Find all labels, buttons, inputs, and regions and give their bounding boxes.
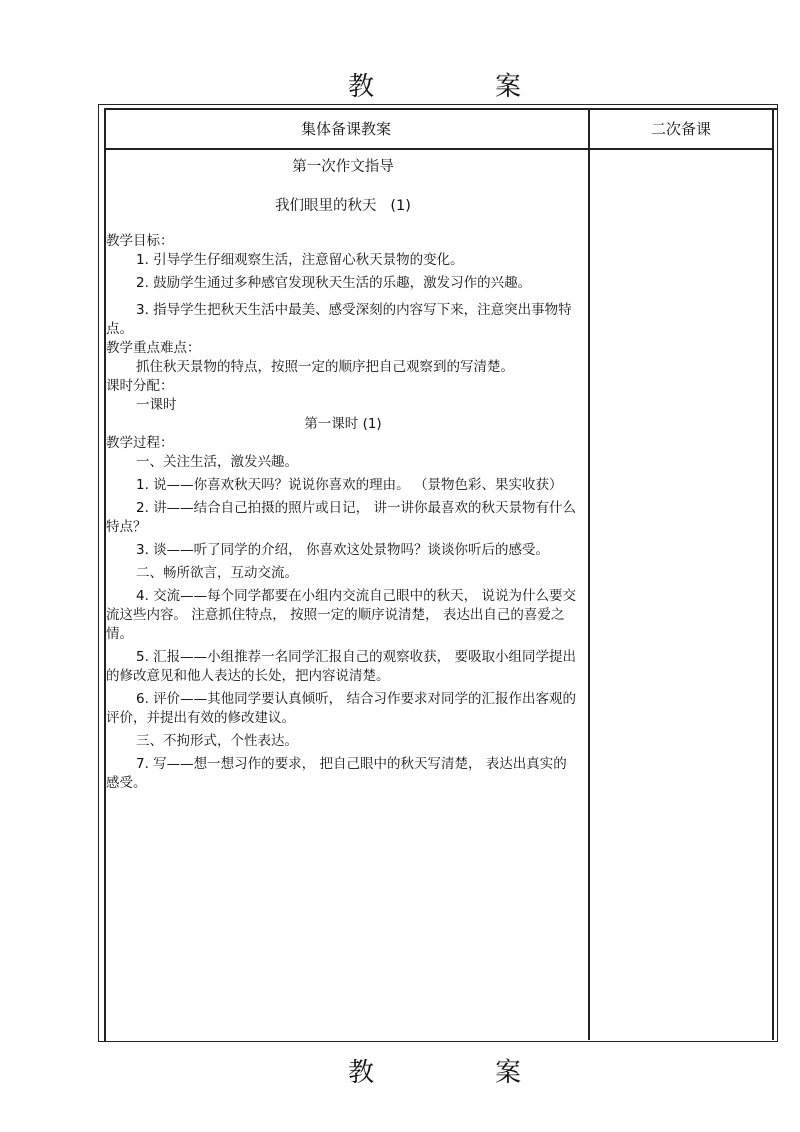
step-4: 4. 交流——每个同学都要在小组内交流自己眼中的秋天， 说说为什么要交流这些内容。 注意抓住特点， 按照一定的顺序说清楚， 表达出自己的喜爱之情。	[106, 588, 576, 642]
process-label: 教学过程：	[106, 435, 174, 451]
step-3: 3. 谈——听了同学的介绍， 你喜欢这处景物吗？谈谈你听后的感受。	[136, 542, 549, 558]
key-points-text: 抓住秋天景物的特点，按照一定的顺序把自己观察到的写清楚。	[136, 359, 514, 375]
step-2: 2. 讲——结合自己拍摄的照片或日记， 讲一讲你最喜欢的秋天景物有什么特点？	[106, 500, 576, 535]
page-title	[0, 66, 800, 102]
step-7: 7. 写——想一想习作的要求， 把自己眼中的秋天写清楚， 表达出真实的感受。	[106, 756, 567, 791]
goal-1: 1. 引导学生仔细观察生活，注意留心秋天景物的变化。	[136, 252, 464, 268]
section-3: 三、不拘形式，个性表达。	[136, 733, 298, 749]
goals-label: 教学目标：	[106, 233, 174, 249]
section-2: 二、畅所欲言，互动交流。	[136, 565, 298, 581]
step-6: 6. 评价——其他同学要认真倾听， 结合习作要求对同学的汇报作出客观的评价，并提出有效的修改建议。	[106, 691, 576, 726]
footer-title	[0, 1052, 800, 1088]
lesson-plan-content	[106, 154, 580, 793]
header-divider	[104, 148, 774, 150]
goal-3: 3. 指导学生把秋天生活中最美、感受深刻的内容写下来，注意突出事物特点。	[106, 302, 572, 337]
key-points-label: 教学重点难点：	[106, 340, 201, 356]
goal-2: 2. 鼓励学生通过多种感官发现秋天生活的乐趣，激发习作的兴趣。	[136, 275, 532, 291]
collective-lesson-plan-header: 集体备课教案	[300, 120, 391, 138]
footer-title-char-1: 教	[348, 1058, 375, 1088]
period-label: 课时分配：	[106, 378, 174, 394]
column-divider	[588, 108, 590, 1040]
period-text: 一课时	[136, 397, 177, 413]
secondary-preparation-header: 二次备课	[650, 120, 711, 138]
section-1: 一、关注生活，激发兴趣。	[136, 454, 298, 470]
lesson-heading: 第一次作文指导	[292, 159, 394, 175]
lesson-period-title: 第一课时 (1)	[304, 416, 382, 432]
page-title-char-1: 教	[348, 72, 375, 102]
table-right-border	[772, 108, 774, 1040]
step-5: 5. 汇报——小组推荐一名同学汇报自己的观察收获， 要吸取小组同学提出的修改意见和他人表达的长处，把内容说清楚。	[106, 649, 576, 684]
lesson-subheading: 我们眼里的秋天 (1)	[275, 198, 411, 214]
page-title-char-2: 案	[495, 72, 522, 102]
footer-title-char-2: 案	[495, 1058, 522, 1088]
step-1: 1. 说——你喜欢秋天吗？说说你喜欢的理由。 （景物色彩、果实收获）	[136, 477, 563, 493]
